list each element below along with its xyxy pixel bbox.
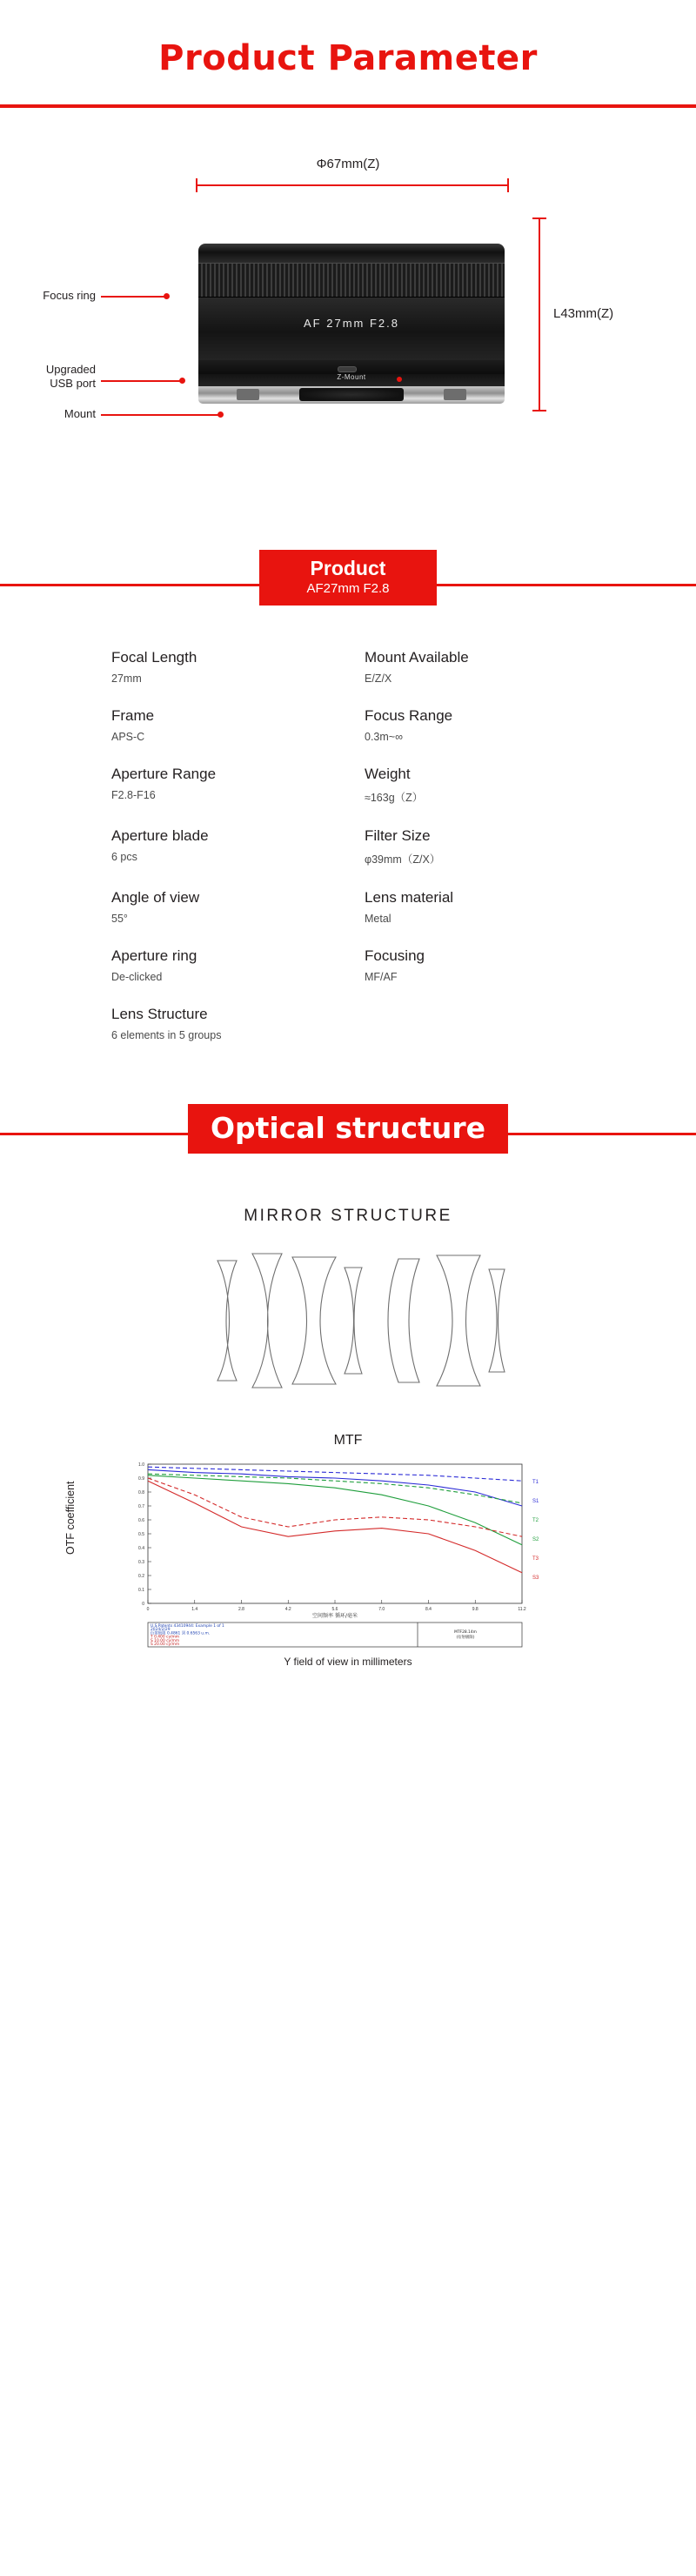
lens-engraving-text: AF 27mm F2.8 xyxy=(304,317,399,330)
mount-tab-left xyxy=(237,389,259,400)
spec-item xyxy=(111,947,338,983)
callout-mount xyxy=(17,407,96,421)
spec-label: Lens Structure xyxy=(111,1006,208,1022)
spec-item xyxy=(365,947,592,983)
svg-text:S1: S1 xyxy=(532,1499,539,1504)
callout-usb-port-label: Upgraded USB port xyxy=(45,363,96,391)
svg-text:S2: S2 xyxy=(532,1537,539,1542)
callout-mount-line xyxy=(101,414,223,416)
svg-text:0.3: 0.3 xyxy=(138,1560,144,1565)
spec-item xyxy=(111,827,338,866)
mirror-structure-title: MIRROR STRUCTURE xyxy=(244,1207,452,1225)
svg-text:0.2: 0.2 xyxy=(138,1574,144,1579)
product-banner-title: Product xyxy=(310,557,386,579)
callout-usb-port-line xyxy=(101,380,184,382)
lens-metal-mount xyxy=(198,386,505,404)
spec-label: Frame xyxy=(111,707,155,724)
lens-mount-plate xyxy=(198,374,505,386)
spec-value: APS-C xyxy=(111,731,145,743)
callout-usb-port xyxy=(17,363,96,391)
svg-text:空间频率 循环/毫米: 空间频率 循环/毫米 xyxy=(312,1613,358,1619)
svg-text:8.4: 8.4 xyxy=(425,1607,432,1612)
callout-mount-label: Mount xyxy=(64,407,96,420)
callout-focus-ring-label: Focus ring xyxy=(43,289,96,302)
product-spec-section xyxy=(0,550,696,1064)
spec-value: MF/AF xyxy=(365,971,398,983)
usb-port-icon xyxy=(338,366,357,372)
spec-value: Metal xyxy=(365,913,392,925)
svg-text:S 20.00 cy/mm: S 20.00 cy/mm xyxy=(151,1643,180,1647)
svg-text:T 0.400 cy/mm: T 0.400 cy/mm xyxy=(151,1635,180,1640)
spec-label: Focal Length xyxy=(111,649,197,666)
spec-label: Focusing xyxy=(365,947,425,964)
spec-value: 27mm xyxy=(111,672,142,685)
svg-text:0.5: 0.5 xyxy=(138,1532,144,1537)
spec-value: 0.3m~∞ xyxy=(365,731,404,743)
top-dimension-label: Φ67mm(Z) xyxy=(316,157,380,171)
spec-value: De-clicked xyxy=(111,971,163,983)
side-dimension-line xyxy=(539,217,540,411)
spec-value: E/Z/X xyxy=(365,672,392,685)
focus-ring-grip xyxy=(198,263,505,298)
spec-label: Aperture blade xyxy=(111,827,209,844)
side-dimension-label: L43mm(Z) xyxy=(553,306,614,321)
callout-focus-ring-line xyxy=(101,296,169,298)
spec-item xyxy=(365,889,592,925)
spec-grid xyxy=(0,649,696,1064)
svg-text:5.6: 5.6 xyxy=(331,1607,338,1612)
spec-item xyxy=(111,766,338,805)
svg-text:衍射极限 0.4861 到 0.6563 u.m.: 衍射极限 0.4861 到 0.6563 u.m. xyxy=(151,1631,211,1636)
svg-text:0.1: 0.1 xyxy=(138,1588,144,1593)
svg-text:0.9: 0.9 xyxy=(138,1476,144,1482)
spec-label: Focus Range xyxy=(365,707,453,724)
callout-focus-ring xyxy=(17,289,96,303)
svg-text:0: 0 xyxy=(146,1607,150,1612)
product-banner-subtitle: AF27mm F2.8 xyxy=(306,581,390,597)
svg-text:7.0: 7.0 xyxy=(378,1607,385,1612)
mtf-chart-svg xyxy=(96,1457,600,1649)
product-parameter-section xyxy=(0,0,696,498)
spec-label: Aperture ring xyxy=(111,947,197,964)
svg-text:0.4: 0.4 xyxy=(138,1546,144,1551)
svg-text:1.4: 1.4 xyxy=(191,1607,198,1612)
optical-structure-section xyxy=(0,1104,696,1668)
callout-mount-dot-icon xyxy=(218,411,224,418)
page-title: Product Parameter xyxy=(158,38,538,78)
product-banner-box xyxy=(259,550,437,606)
spec-item xyxy=(365,649,592,685)
spec-label: Lens material xyxy=(365,889,454,906)
svg-text:0.7: 0.7 xyxy=(138,1504,144,1509)
svg-text:T3: T3 xyxy=(532,1556,539,1562)
title-divider xyxy=(0,104,696,108)
optical-banner-title: Optical structure xyxy=(188,1104,508,1154)
svg-text:2024/2/29: 2024/2/29 xyxy=(151,1628,171,1633)
svg-text:T2: T2 xyxy=(532,1518,539,1523)
optical-banner xyxy=(0,1104,696,1161)
mtf-x-axis-caption: Y field of view in millimeters xyxy=(284,1656,412,1668)
spec-item xyxy=(365,766,592,805)
optical-diagram xyxy=(0,1238,696,1403)
mtf-y-axis-label: OTF coefficient xyxy=(64,1481,77,1555)
svg-text:1.0: 1.0 xyxy=(138,1462,144,1468)
callout-focus-ring-dot-icon xyxy=(164,293,170,299)
top-dimension-line xyxy=(196,184,509,186)
spec-item xyxy=(365,707,592,743)
mount-marking-text: Z-Mount xyxy=(337,373,366,381)
product-banner xyxy=(0,550,696,618)
svg-text:0.8: 0.8 xyxy=(138,1490,144,1495)
svg-text:S3: S3 xyxy=(532,1576,539,1581)
lens-barrel xyxy=(198,298,505,360)
svg-text:0: 0 xyxy=(142,1602,144,1607)
spec-label: Weight xyxy=(365,766,411,782)
lens-element-diagram-svg xyxy=(165,1238,531,1403)
spec-value: φ39mm（Z/X） xyxy=(365,853,441,866)
svg-text:MTF28.14m: MTF28.14m xyxy=(454,1630,477,1635)
svg-text:0.6: 0.6 xyxy=(138,1518,144,1523)
mtf-chart xyxy=(0,1457,696,1649)
callout-usb-port-dot-icon xyxy=(179,378,185,384)
lens-illustration xyxy=(198,244,505,404)
spec-item xyxy=(111,1006,338,1041)
svg-text:2.8: 2.8 xyxy=(238,1607,244,1612)
spec-value: ≈163g（Z） xyxy=(365,792,424,804)
spec-value: F2.8-F16 xyxy=(111,789,156,801)
svg-text:S 10.00 cy/mm: S 10.00 cy/mm xyxy=(151,1638,180,1643)
spec-label: Filter Size xyxy=(365,827,431,844)
mount-tab-right xyxy=(444,389,466,400)
lens-front-ring xyxy=(198,244,505,263)
mtf-title: MTF xyxy=(333,1433,363,1448)
spec-value: 6 pcs xyxy=(111,851,137,863)
spec-item xyxy=(111,649,338,685)
svg-text:T1: T1 xyxy=(532,1480,539,1485)
spec-item xyxy=(365,827,592,866)
svg-text:(衍射极限): (衍射极限) xyxy=(456,1636,475,1640)
svg-text:U.S.Patents 43410944: Example: U.S.Patents 43410944: Example 1 of 1 xyxy=(151,1624,224,1629)
spec-item xyxy=(111,707,338,743)
spec-value: 55° xyxy=(111,913,128,925)
spec-item xyxy=(111,889,338,925)
spec-label: Angle of view xyxy=(111,889,200,906)
svg-text:4.2: 4.2 xyxy=(284,1607,291,1612)
spec-label: Mount Available xyxy=(365,649,469,666)
mount-opening xyxy=(299,388,404,401)
spec-value: 6 elements in 5 groups xyxy=(111,1029,222,1041)
svg-text:9.8: 9.8 xyxy=(472,1607,478,1612)
spec-label: Aperture Range xyxy=(111,766,217,782)
svg-text:11.2: 11.2 xyxy=(518,1607,526,1612)
lens-diagram xyxy=(0,150,696,498)
mount-index-dot-icon xyxy=(397,377,402,382)
